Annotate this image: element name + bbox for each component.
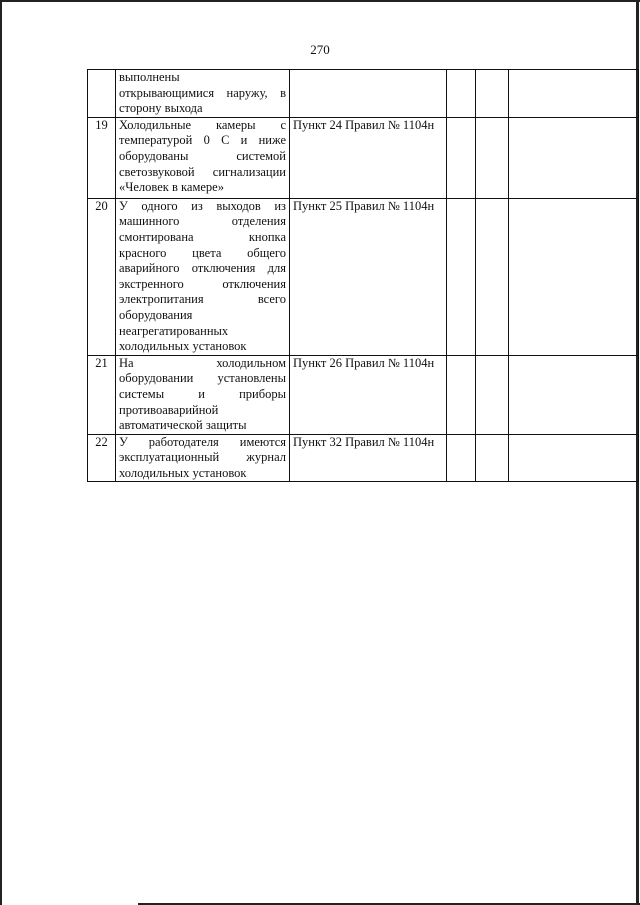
requirement-line: автоматической защиты [119, 418, 247, 433]
answer-no-cell [476, 434, 509, 482]
page-number: 270 [310, 42, 330, 57]
answer-no-cell [476, 117, 509, 198]
requirement-line: экстренного отключения [119, 276, 286, 291]
legal-reference: Пункт 24 Правил № 1104н [290, 117, 447, 198]
requirement-line: светозвуковой сигнализации [119, 164, 286, 179]
answer-yes-cell [447, 434, 476, 482]
table-row [88, 198, 639, 355]
requirement-text [116, 355, 290, 434]
requirement-line: противоаварийной [119, 402, 219, 417]
requirement-line: аварийного отключения для [119, 261, 286, 276]
remarks-cell [509, 434, 639, 482]
requirement-line: сторону выхода [119, 101, 203, 116]
requirement-text [116, 198, 290, 355]
answer-yes-cell [447, 117, 476, 198]
requirement-line: неагрегатированных [119, 323, 229, 338]
remarks-cell [509, 117, 639, 198]
answer-no-cell [476, 198, 509, 355]
row-number: 20 [88, 198, 116, 355]
scan-edge-left [0, 0, 2, 905]
requirement-line: машинного отделения [119, 214, 286, 229]
requirement-line: У работодателя имеются [119, 434, 286, 449]
answer-no-cell [476, 70, 509, 118]
requirement-line: оборудованы системой [119, 148, 286, 163]
table-row [88, 70, 639, 118]
requirement-line: холодильных установок [119, 465, 247, 480]
table-row [88, 434, 639, 482]
answer-yes-cell [447, 198, 476, 355]
requirement-line: Холодильные камеры с [119, 117, 286, 132]
legal-reference: Пункт 26 Правил № 1104н [290, 355, 447, 434]
row-number: 22 [88, 434, 116, 482]
legal-reference: Пункт 25 Правил № 1104н [290, 198, 447, 355]
legal-reference: Пункт 32 Правил № 1104н [290, 434, 447, 482]
requirement-line: эксплуатационный журнал [119, 450, 286, 465]
legal-reference [290, 70, 447, 118]
requirement-line: оборудования [119, 307, 193, 322]
scan-edge-top [0, 0, 640, 2]
table-row [88, 355, 639, 434]
requirement-text [116, 70, 290, 118]
row-number: 21 [88, 355, 116, 434]
requirement-line: электропитания всего [119, 292, 286, 307]
answer-yes-cell [447, 355, 476, 434]
requirement-line: открывающимися наружу, в [119, 85, 286, 100]
requirement-line: смонтирована кнопка [119, 229, 286, 244]
requirement-line: На холодильном [119, 355, 286, 370]
table-row [88, 117, 639, 198]
remarks-cell [509, 355, 639, 434]
requirement-line: выполнены [119, 70, 180, 84]
requirement-line: системы и приборы [119, 386, 286, 401]
row-number [88, 70, 116, 118]
remarks-cell [509, 198, 639, 355]
requirement-line: «Человек в камере» [119, 180, 224, 195]
checklist-table [87, 69, 639, 482]
requirement-line: красного цвета общего [119, 245, 286, 260]
requirement-text [116, 434, 290, 482]
answer-yes-cell [447, 70, 476, 118]
requirement-text [116, 117, 290, 198]
requirement-line: У одного из выходов из [119, 198, 286, 213]
row-number: 19 [88, 117, 116, 198]
requirement-line: холодильных установок [119, 339, 247, 354]
requirement-line: оборудовании установлены [119, 371, 286, 386]
remarks-cell [509, 70, 639, 118]
requirement-line: температурой 0 С и ниже [119, 133, 286, 148]
answer-no-cell [476, 355, 509, 434]
